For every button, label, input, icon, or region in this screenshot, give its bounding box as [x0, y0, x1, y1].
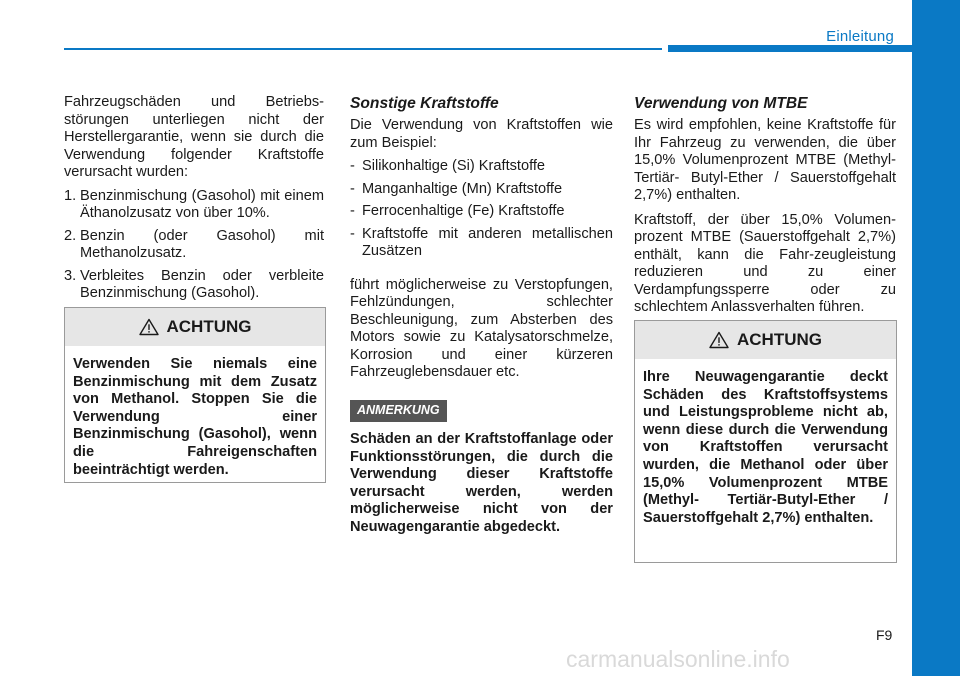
mtbe-paragraph-1: Es wird empfohlen, keine Kraftstoffe für Ihr Fahrzeug zu verwenden, die über 15,0% Volumenprozent MTBE (Methyl-Tertiär- Butyl-Ether / Sauerstoffgehalt 2,7%) enthalten.	[634, 117, 896, 203]
list-item-text: Ferrocenhaltige (Fe) Kraftstoffe	[362, 203, 565, 219]
list-dash: -	[350, 203, 355, 219]
list-item	[64, 228, 324, 263]
list-item-text: Verbleites Benzin oder verbleite Benzinmischung (Gasohol).	[80, 267, 324, 301]
header-rule-accent	[668, 45, 912, 52]
list-item	[350, 181, 613, 199]
header-rule	[64, 48, 662, 50]
column-1	[64, 94, 324, 308]
column-3	[634, 94, 896, 317]
warning-triangle-icon	[139, 318, 159, 336]
list-item	[64, 188, 324, 223]
note-badge: ANMERKUNG	[350, 400, 447, 423]
section-title: Einleitung	[826, 28, 894, 45]
list-item-text: Benzinmischung (Gasohol) mit einem Äthanolzusatz von über 10%.	[80, 187, 324, 221]
heading-mtbe: Verwendung von MTBE	[634, 95, 808, 112]
mtbe-paragraph-2: Kraftstoff, der über 15,0% Volumen-prozent MTBE (Sauerstoffgehalt 2,7%) enthält, kann die Fahr-zeugleistung reduzieren und zu einer Verdampfungssperre oder zu schlechtem Anlassverhalten führen.	[634, 211, 896, 315]
list-item	[350, 226, 613, 261]
list-dash: -	[350, 180, 355, 197]
list-dash: -	[350, 225, 355, 242]
caution-box-methanol	[64, 307, 326, 483]
list-item-text: Silikonhaltige (Si) Kraftstoffe	[362, 158, 546, 174]
list-number: 3.	[64, 267, 77, 284]
page-number: F9	[876, 627, 893, 643]
caution-header	[65, 308, 325, 346]
heading-other-fuels: Sonstige Kraftstoffe	[350, 95, 499, 112]
list-item	[350, 158, 613, 176]
column-2	[350, 94, 613, 536]
list-number: 1.	[64, 187, 77, 204]
caution-box-warranty	[634, 320, 897, 563]
list-item-text: Benzin (oder Gasohol) mit Methanolzusatz.	[80, 227, 324, 261]
list-item-text: Kraftstoffe mit anderen metallischen Zusätzen	[362, 225, 613, 259]
list-item	[350, 203, 613, 221]
list-item	[64, 268, 324, 303]
intro-paragraph: Die Verwendung von Kraftstoffen wie zum Beispiel:	[350, 117, 613, 151]
caution-text: Ihre Neuwagengarantie deckt Schäden des Kraftstoffsystems und Leistungsprobleme nicht ab, wenn diese durch die Verwendung von Kraftstoffen verursacht wurden, die Methanol oder über 15,0% Volumenprozent MTBE (Methyl- Tertiär-Butyl-Ether / Sauerstoffgehalt 2,7%) enthalten.	[643, 369, 888, 526]
caution-label: ACHTUNG	[166, 317, 252, 336]
note-text: Schäden an der Kraftstoffanlage oder Funktionsstörungen, die durch die Verwendung dieser Kraftstoffe verursacht werden, werden möglicherweise nicht von der Neuwagengarantie abgedeckt.	[350, 431, 613, 535]
consequence-paragraph: führt möglicherweise zu Verstopfungen, Fehlzündungen, schlechter Beschleunigung, zum Absterben des Motors sowie zu Katalysatorschmelze, Korrosion und einer kürzeren Fahrzeuglebensdauer etc.	[350, 276, 613, 380]
caution-text: Verwenden Sie niemals eine Benzinmischung mit dem Zusatz von Methanol. Stoppen Sie die Verwendung einer Benzinmischung (Gasohol), wenn die Fahreigenschaften beeinträchtigt werden.	[73, 356, 317, 478]
list-number: 2.	[64, 227, 77, 244]
side-accent-bar	[912, 0, 960, 676]
intro-paragraph: Fahrzeugschäden und Betriebs-störungen unterliegen nicht der Herstellergarantie, wenn sie durch die Verwendung folgender Kraftstoffe verursacht wurden:	[64, 94, 324, 180]
damage-cause-list	[64, 188, 324, 303]
warning-triangle-icon	[709, 331, 729, 349]
watermark: carmanualsonline.info	[566, 646, 790, 672]
list-item-text: Manganhaltige (Mn) Kraftstoffe	[362, 180, 563, 197]
caution-header	[635, 321, 896, 359]
list-dash: -	[350, 158, 355, 174]
fuel-additive-list	[350, 158, 613, 261]
caution-label: ACHTUNG	[737, 330, 822, 349]
